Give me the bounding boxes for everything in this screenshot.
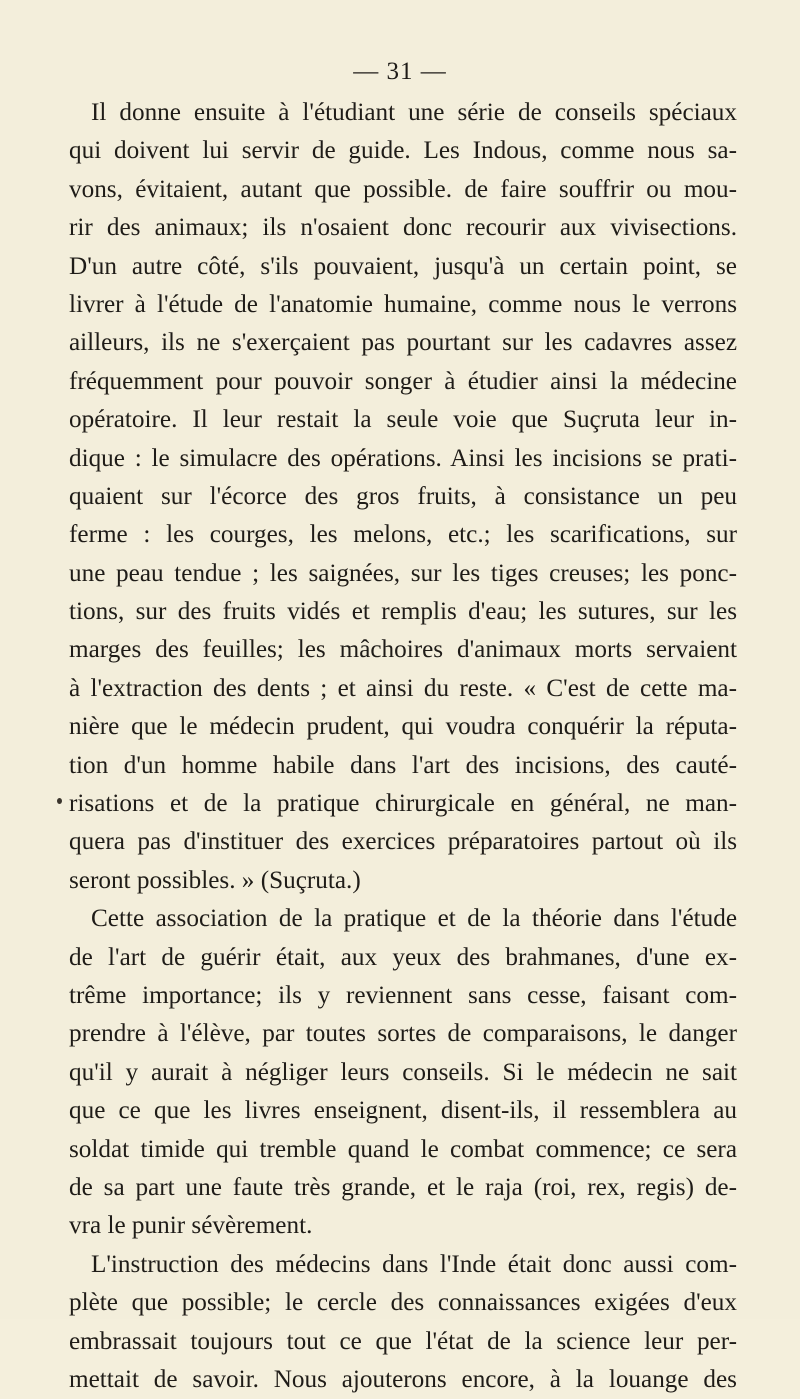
margin-mark: [57, 798, 62, 804]
text-line: nière que le médecin prudent, qui voudra conquérir la réputa-: [69, 713, 737, 741]
text-line: trême importance; ils y reviennent sans cesse, faisant com-: [69, 981, 737, 1009]
text-line: D'un autre côté, s'ils pouvaient, jusqu'à un certain point, se: [69, 252, 737, 280]
text-line: qu'il y aurait à négliger leurs conseils. Si le médecin ne sait: [69, 1058, 737, 1086]
text-line: vons, évitaient, autant que possible. de faire souffrir ou mou-: [69, 175, 737, 203]
text-line: tion d'un homme habile dans l'art des incisions, des cauté-: [69, 751, 737, 779]
text-line: dique : le simulacre des opérations. Ainsi les incisions se prati-: [69, 444, 737, 472]
text-line: vra le punir sévèrement.: [69, 1212, 313, 1240]
text-line: seront possibles. » (Suçruta.): [69, 866, 361, 894]
text-line: de sa part une faute très grande, et le raja (roi, rex, regis) de-: [69, 1173, 737, 1201]
text-line: prendre à l'élève, par toutes sortes de comparaisons, le danger: [69, 1020, 737, 1048]
text-line: L'instruction des médecins dans l'Inde était donc aussi com-: [91, 1250, 737, 1278]
text-line: Cette association de la pratique et de la théorie dans l'étude: [91, 905, 737, 933]
page-number: — 31 —: [353, 58, 447, 85]
text-line: marges des feuilles; les mâchoires d'animaux morts servaient: [69, 636, 737, 664]
text-line: quera pas d'instituer des exercices préparatoires partout où ils: [69, 828, 737, 856]
text-line: à l'extraction des dents ; et ainsi du reste. « C'est de cette ma-: [69, 674, 737, 702]
text-line: ailleurs, ils ne s'exerçaient pas pourtant sur les cadavres assez: [69, 329, 737, 357]
text-line: mettait de savoir. Nous ajouterons encore, à la louange des: [69, 1365, 737, 1393]
text-line: fréquemment pour pouvoir songer à étudier ainsi la médecine: [69, 367, 737, 395]
text-line: opératoire. Il leur restait la seule voie que Suçruta leur in-: [69, 406, 737, 434]
text-line: de l'art de guérir était, aux yeux des brahmanes, d'une ex-: [69, 943, 737, 971]
text-line: livrer à l'étude de l'anatomie humaine, comme nous le verrons: [69, 290, 737, 318]
text-line: que ce que les livres enseignent, disent-ils, il ressemblera au: [69, 1097, 737, 1125]
text-line: une peau tendue ; les saignées, sur les tiges creuses; les ponc-: [69, 559, 737, 587]
text-line: rir des animaux; ils n'osaient donc recourir aux vivisections.: [69, 214, 737, 242]
text-line: embrassait toujours tout ce que l'état de la science leur per-: [69, 1327, 737, 1355]
text-line: soldat timide qui tremble quand le combat commence; ce sera: [69, 1135, 737, 1163]
body-text: [69, 94, 737, 1399]
text-line: quaient sur l'écorce des gros fruits, à consistance un peu: [69, 482, 737, 510]
text-line: tions, sur des fruits vidés et remplis d'eau; les sutures, sur les: [69, 598, 737, 626]
text-line: qui doivent lui servir de guide. Les Indous, comme nous sa-: [69, 137, 737, 165]
text-line: plète que possible; le cercle des connaissances exigées d'eux: [69, 1289, 737, 1317]
text-line: Il donne ensuite à l'étudiant une série de conseils spéciaux: [91, 99, 737, 126]
text-line: risations et de la pratique chirurgicale en général, ne man-: [69, 790, 737, 818]
text-line: ferme : les courges, les melons, etc.; les scarifications, sur: [69, 521, 737, 549]
